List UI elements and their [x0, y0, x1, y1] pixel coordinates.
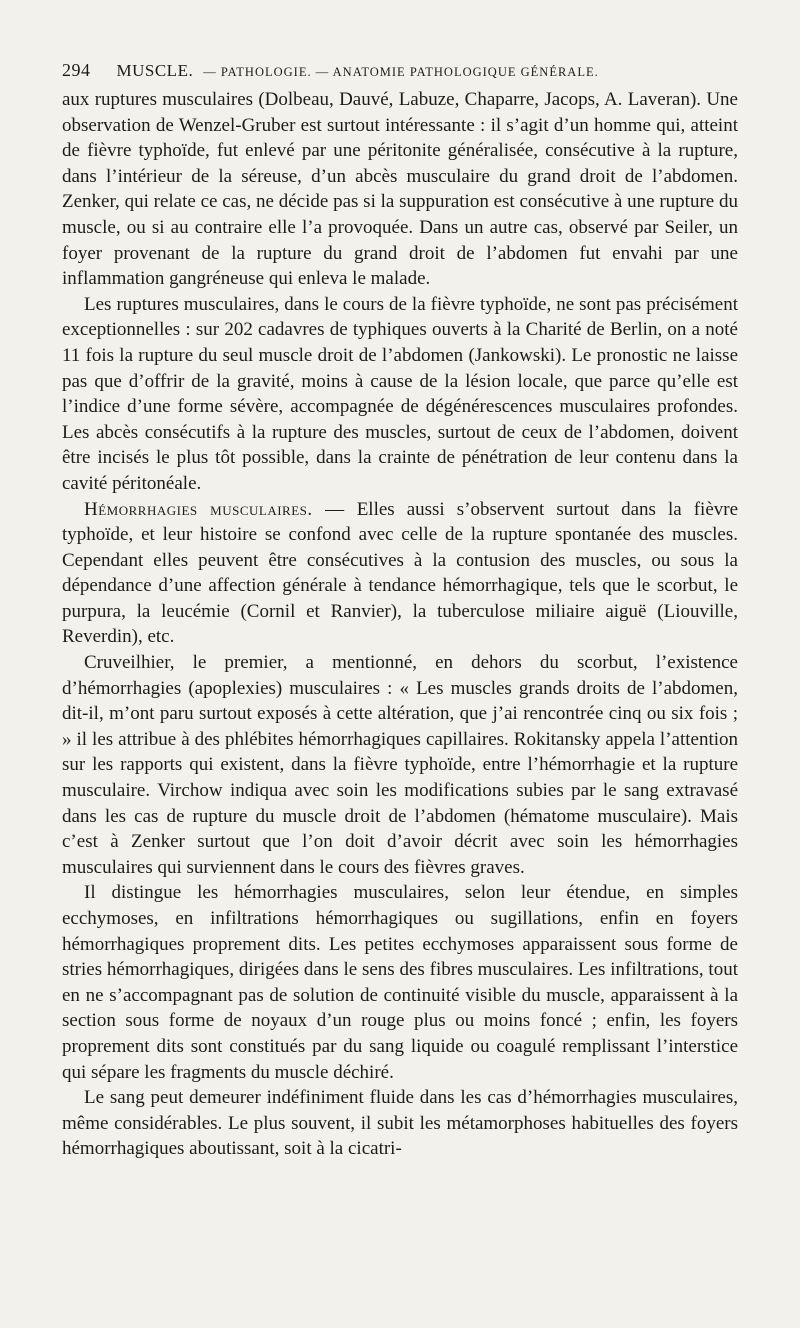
running-subtitle: — PATHOLOGIE. — ANATOMIE PATHOLOGIQUE GÉNÉRALE.: [203, 65, 599, 79]
body-text: [62, 87, 738, 1162]
paragraph-text: Elles aussi s’observent surtout dans la fièvre typhoïde, et leur histoire se confond avec celle de la rupture spontanée des muscles. Cependant elles peuvent être consécutives à la contusion des muscles, ou sous la dépendance d’une affection générale à tendance hémorrhagique, tels que le scorbut, le purpura, la leucémie (Cornil et Ranvier), la tuberculose miliaire aiguë (Liouville, Reverdin), etc.: [62, 498, 739, 648]
paragraph: Les ruptures musculaires, dans le cours de la fièvre typhoïde, ne sont pas précisément exceptionnelles : sur 202 cadavres de typhiques ouverts à la Charité de Berlin, on a noté 11 fois la rupture du seul muscle droit de l’abdomen (Jankowski). Le pronostic ne laisse pas que d’offrir de la gravité, moins à cause de la lésion locale, que parce qu’elle est l’indice d’une forme sévère, accompagnée de dégénérescences musculaires profondes. Les abcès consécutifs à la rupture des muscles, surtout de ceux de l’abdomen, doivent être incisés le plus tôt possible, dans la crainte de pénétration de leur contenu dans la cavité péritonéale.: [62, 293, 738, 494]
paragraph: aux ruptures musculaires (Dolbeau, Dauvé, Labuze, Chaparre, Jacops, A. Laveran). Une observation de Wenzel-Gruber est surtout intéressante : il s’agit d’un homme qui, atteint de fièvre typhoïde, fut enlevé par une péritonite généralisée, consécutive à la rupture, dans l’intérieur de la séreuse, d’un abcès musculaire du grand droit de l’abdomen. Zenker, qui relate ce cas, ne décide pas si la suppuration est consécutive à une rupture du muscle, ou si au contraire elle l’a provoquée. Dans un autre cas, observé par Seiler, un foyer provenant de la rupture du grand droit de l’abdomen fut envahi par une inflammation gangréneuse qui enleva le malade.: [62, 89, 738, 290]
paragraph: Le sang peut demeurer indéfiniment fluide dans les cas d’hémorrhagies musculaires, même considérables. Le plus souvent, il subit les métamorphoses habituelles des foyers hémorrhagiques aboutissant, soit à la cicatri-: [62, 1087, 738, 1160]
running-title: MUSCLE.: [116, 61, 194, 80]
running-header: [62, 60, 738, 81]
paragraph: Il distingue les hémorrhagies musculaires, selon leur étendue, en simples ecchymoses, en infiltrations hémorrhagiques ou sugillations, enfin en foyers hémorrhagiques proprement dits. Les petites ecchymoses apparaissent sous forme de stries hémorrhagiques, dirigées dans le sens des fibres musculaires. Les infiltrations, tout en ne s’accompagnant pas de solution de continuité visible du muscle, apparaissent à la section sous forme de noyaux d’un rouge plus ou moins foncé ; enfin, les foyers proprement dits sont constitués par du sang liquide ou coagulé remplissant l’interstice qui sépare les fragments du muscle déchiré.: [62, 882, 738, 1083]
paragraph: [62, 497, 738, 651]
section-heading: Hémorrhagies musculaires. —: [84, 498, 345, 520]
paragraph: Cruveilhier, le premier, a mentionné, en dehors du scorbut, l’existence d’hémorrhagies (apoplexies) musculaires : « Les muscles grands droits de l’abdomen, dit-il, m’ont paru surtout exposés à cette altération, que j’ai rencontrée cinq ou six fois ; » il les attribue à des phlébites hémorrhagiques capillaires. Rokitansky appela l’attention sur les rapports qui existent, dans la fièvre typhoïde, entre l’hémorrhagie et la rupture musculaire. Virchow indiqua avec soin les modifications subies par le sang extravasé dans les cas de rupture du muscle droit de l’abdomen (hématome musculaire). Mais c’est à Zenker surtout que l’on doit d’avoir décrit avec soin les hémorrhagies musculaires qui surviennent dans le cours des fièvres graves.: [62, 652, 738, 878]
page-number: 294: [62, 60, 91, 80]
